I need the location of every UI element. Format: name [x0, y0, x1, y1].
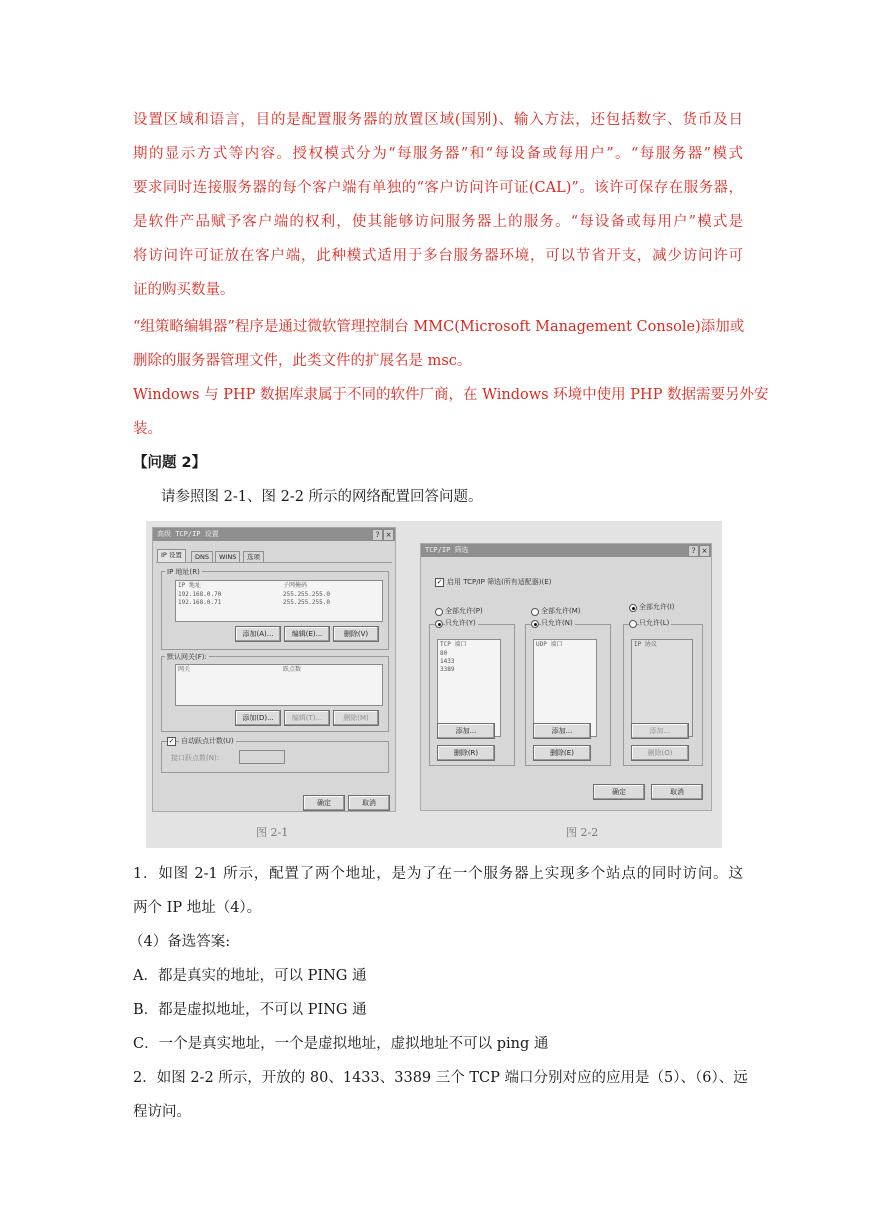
column-header-gateway: 网关 [178, 666, 191, 673]
tcp-port-80: 80 [440, 650, 448, 657]
ip-row-2-mask: 255.255.255.0 [283, 599, 330, 606]
question-heading: 【问题 2】 [133, 455, 207, 471]
text-line: 证的购买数量。 [133, 282, 235, 298]
text-line: 2．如图 2-2 所示，开放的 80、1433、3389 三个 TCP 端口分别对应的应用是（5）、（6）、远 [133, 1070, 748, 1086]
text-line: 期的显示方式等内容。授权模式分为“每服务器”和“每设备或每用户”。“每服务器”模式 [133, 146, 743, 162]
ip-row-1-mask: 255.255.255.0 [283, 591, 330, 598]
list-header: UDP 端口 [536, 641, 563, 648]
column-header-ip: IP 地址 [178, 582, 201, 589]
intro-text: 请参照图 2-1、图 2-2 所示的网络配置回答问题。 [161, 489, 483, 505]
udp-allow-all-radio[interactable] [531, 608, 539, 616]
text-line: 程访问。 [133, 1104, 191, 1120]
cancel-button[interactable]: 取消 [348, 795, 390, 811]
ip-group-label: IP 地址(R) [167, 568, 200, 576]
auto-metric-checkbox[interactable]: ✓ [168, 737, 175, 745]
text-line: “组策略编辑器”程序是通过微软管理控制台 MMC(Microsoft Management Console)添加或 [133, 319, 745, 335]
udp-allow-only-label: 只允许(N) [541, 619, 573, 627]
options-heading: （4）备选答案: [129, 934, 231, 950]
udp-allow-all-label: 全部允许(M) [541, 607, 581, 615]
gateway-list[interactable] [175, 664, 383, 706]
question-1 [133, 857, 743, 925]
text-line: 将访问许可证放在客户端，此种模式适用于多台服务器环境，可以节省开支，减少访问许可 [133, 248, 743, 264]
tcp-port-3389: 3389 [440, 666, 455, 673]
answer-option-a: A．都是真实的地址，可以 PING 通 [133, 968, 367, 984]
ip-allow-only-radio[interactable] [629, 620, 637, 628]
tcp-delete-button[interactable]: 删除(R) [437, 745, 495, 761]
answer-option-b: B．都是虚拟地址，不可以 PING 通 [133, 1002, 367, 1018]
help-button[interactable]: ? [372, 529, 383, 541]
figure-caption-2-1: 图 2-1 [256, 826, 289, 839]
text-line: Windows 与 PHP 数据库隶属于不同的软件厂商，在 Windows 环境中使用 PHP 数据需要另外安 [133, 387, 769, 403]
tab-ip-settings[interactable]: IP 设置 [157, 549, 186, 563]
tcpip-filter-dialog [420, 543, 712, 811]
auto-metric-label: 自动跃点计数(U) [181, 737, 234, 745]
text-line: 装。 [133, 421, 162, 437]
ip-row-2-address: 192.168.0.71 [178, 599, 222, 606]
text-line: 要求同时连接服务器的每个客户端有单独的“客户访问许可证(CAL)”。该许可保存在服务器， [133, 180, 743, 196]
red-paragraph-group-policy [133, 310, 743, 378]
red-paragraph-regional-settings [133, 103, 743, 307]
ip-address-list[interactable] [175, 580, 383, 622]
text-line: 删除的服务器管理文件，此类文件的扩展名是 msc。 [133, 353, 472, 369]
ip-add-button[interactable]: 添加(A)... [235, 626, 281, 642]
figure-network-config [146, 521, 722, 848]
ok-button[interactable]: 确定 [303, 795, 345, 811]
tcp-allow-all-radio[interactable] [435, 608, 443, 616]
tab-options[interactable]: 选项 [243, 551, 264, 563]
gateway-edit-button[interactable]: 编辑(T)... [284, 710, 330, 726]
cancel-button[interactable]: 取消 [651, 784, 703, 800]
ip-delete-button[interactable]: 删除(O) [631, 745, 689, 761]
tcp-allow-only-radio[interactable] [435, 620, 443, 628]
ip-edit-button[interactable]: 编辑(E)... [284, 626, 330, 642]
dialog-title: TCP/IP 筛选 [421, 544, 711, 557]
answer-option-c: C．一个是真实地址，一个是虚拟地址，虚拟地址不可以 ping 通 [133, 1036, 549, 1052]
gateway-group-label: 默认网关(F): [167, 653, 207, 661]
help-button[interactable]: ? [688, 545, 699, 557]
interface-metric-label: 接口跃点数(N): [171, 754, 220, 762]
ip-delete-button[interactable]: 删除(V) [333, 626, 379, 642]
question-2 [133, 1061, 748, 1129]
text-line: 是软件产品赋予客户端的权利，使其能够访问服务器上的服务。“每设备或每用户”模式是 [133, 214, 743, 230]
advanced-tcpip-dialog [152, 527, 396, 812]
ip-add-button[interactable]: 添加... [631, 723, 689, 739]
text-line: 设置区域和语言，目的是配置服务器的放置区域(国别)、输入方法，还包括数字、货币及日 [133, 112, 743, 128]
ip-allow-all-radio[interactable] [629, 604, 637, 612]
ok-button[interactable]: 确定 [593, 784, 645, 800]
interface-metric-input[interactable] [239, 750, 285, 764]
text-line: 1．如图 2-1 所示，配置了两个地址，是为了在一个服务器上实现多个站点的同时访问。这 [133, 866, 743, 882]
udp-allow-only-radio[interactable] [531, 620, 539, 628]
ip-allow-all-label: 全部允许(I) [639, 603, 675, 611]
tab-divider [156, 562, 392, 563]
tab-wins[interactable]: WINS [215, 551, 240, 563]
column-header-mask: 子网掩码 [283, 582, 308, 589]
column-header-metric: 跃点数 [283, 666, 302, 673]
list-header: IP 协议 [634, 641, 657, 648]
text-line: 两个 IP 地址（4）。 [133, 900, 262, 916]
tcp-allow-only-label: 只允许(Y) [445, 619, 476, 627]
tcp-port-1433: 1433 [440, 658, 455, 665]
ip-allow-only-label: 只允许(L) [639, 619, 670, 627]
red-paragraph-windows-php [133, 378, 769, 446]
ip-row-1-address: 192.168.0.70 [178, 591, 222, 598]
udp-add-button[interactable]: 添加... [533, 723, 591, 739]
tcp-allow-all-label: 全部允许(P) [445, 607, 483, 615]
list-header: TCP 端口 [440, 641, 467, 648]
close-button[interactable]: × [699, 545, 710, 557]
enable-filter-checkbox[interactable]: ✓ [436, 578, 443, 586]
gateway-add-button[interactable]: 添加(D)... [235, 710, 281, 726]
enable-filter-label: 启用 TCP/IP 筛选(所有适配器)(E) [447, 578, 552, 586]
gateway-delete-button[interactable]: 删除(M) [333, 710, 379, 726]
udp-delete-button[interactable]: 删除(E) [533, 745, 591, 761]
tab-dns[interactable]: DNS [191, 551, 213, 563]
tcp-add-button[interactable]: 添加... [437, 723, 495, 739]
dialog-title: 高级 TCP/IP 设置 [153, 528, 395, 541]
figure-caption-2-2: 图 2-2 [566, 826, 599, 839]
close-button[interactable]: × [383, 529, 394, 541]
